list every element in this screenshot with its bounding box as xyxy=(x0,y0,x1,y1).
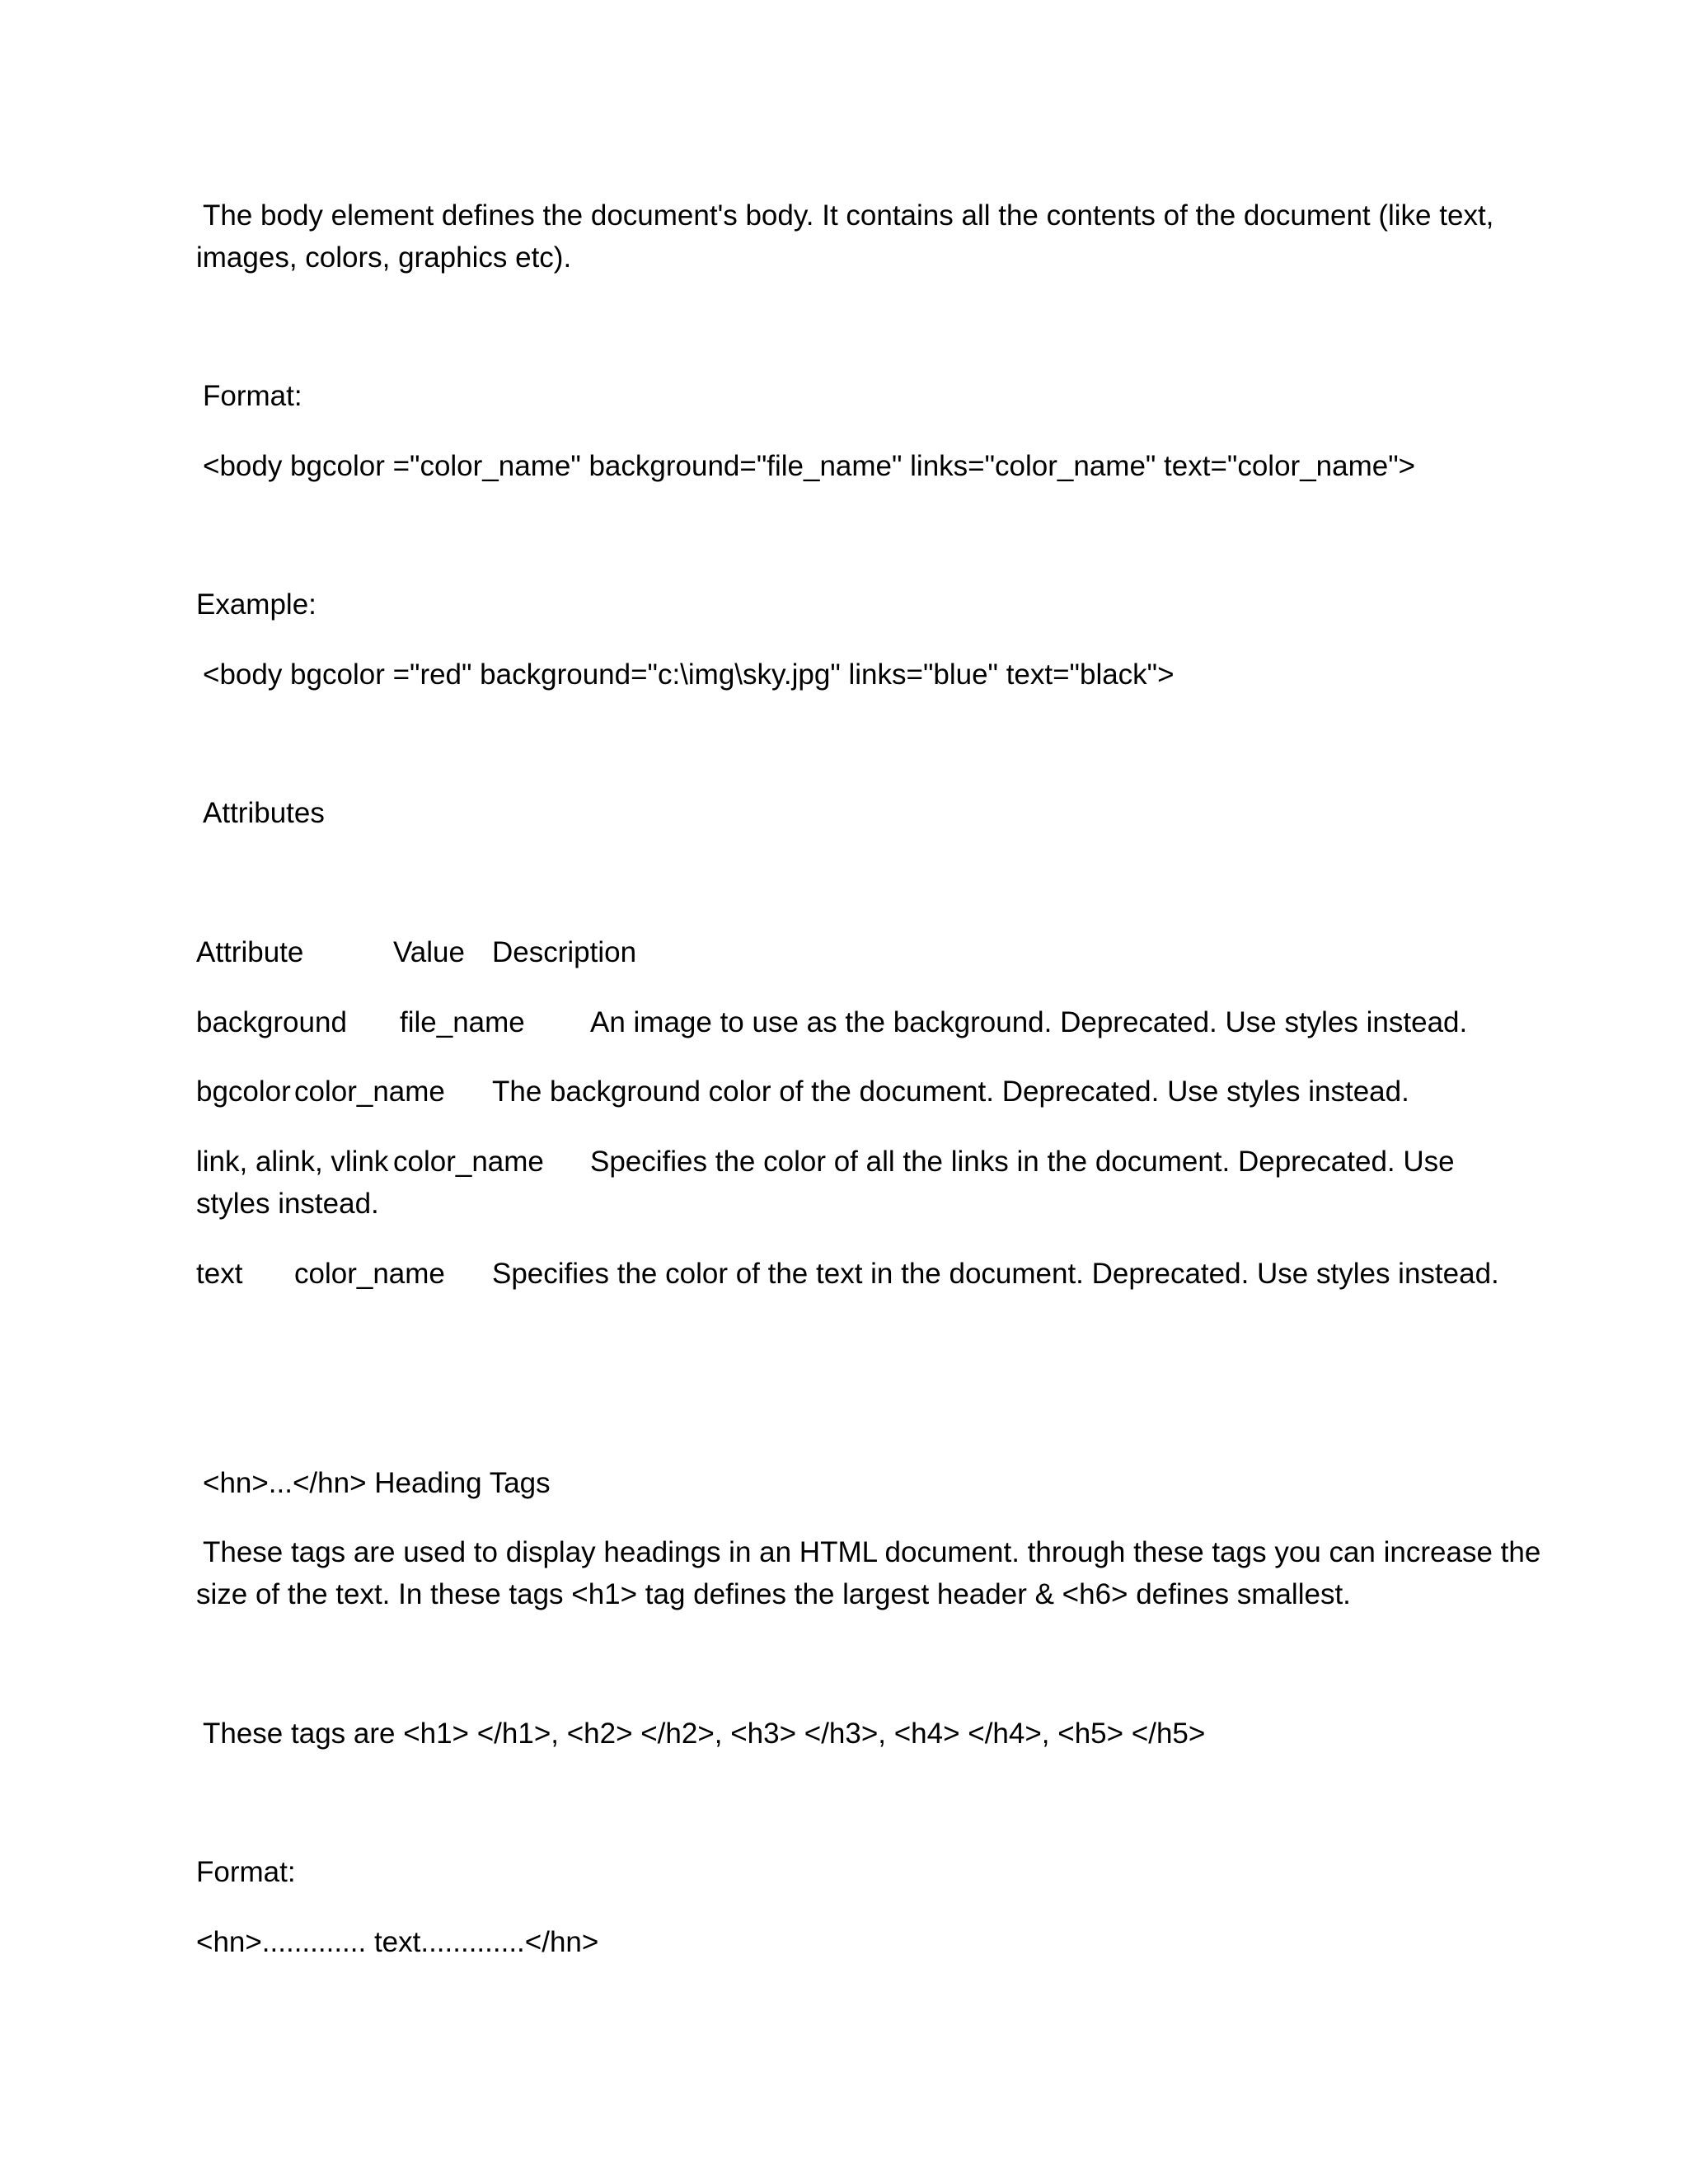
row-attribute: background xyxy=(196,1006,347,1038)
heading-tags-title: <hn>...</hn> Heading Tags xyxy=(203,1467,551,1499)
row-value: color_name xyxy=(294,1076,445,1108)
heading-format-code: <hn>............. text.............</hn> xyxy=(196,1926,599,1958)
row-description: Specifies the color of the text in the document. Deprecated. Use styles instead. xyxy=(492,1258,1499,1290)
heading-desc-line-2: size of the text. In these tags <h1> tag defines the largest header & <h6> defines smallest. xyxy=(196,1578,1351,1610)
heading-format-label: Format: xyxy=(196,1856,296,1888)
row-attribute: bgcolor xyxy=(196,1076,291,1108)
body-intro-line-2: images, colors, graphics etc). xyxy=(196,241,572,274)
row-description: An image to use as the background. Deprecated. Use styles instead. xyxy=(590,1006,1468,1038)
header-value: Value xyxy=(393,936,465,968)
body-format-label: Format: xyxy=(203,380,302,412)
body-example-label: Example: xyxy=(196,588,316,621)
body-format-code: <body bgcolor ="color_name" background="file_name" links="color_name" text="color_name"> xyxy=(203,450,1416,482)
header-attribute: Attribute xyxy=(196,936,304,968)
heading-desc-line-1: These tags are used to display headings in an HTML document. through these tags you can increase the xyxy=(203,1536,1541,1568)
row-value: color_name xyxy=(294,1258,445,1290)
row-attribute: link, alink, vlink xyxy=(196,1146,389,1178)
row-value: color_name xyxy=(393,1146,544,1178)
row-description: The background color of the document. Deprecated. Use styles instead. xyxy=(492,1076,1409,1108)
row-description: Specifies the color of all the links in the document. Deprecated. Use xyxy=(590,1146,1455,1178)
header-description: Description xyxy=(492,936,637,968)
row-attribute: text xyxy=(196,1258,243,1290)
heading-tags-list: These tags are <h1> </h1>, <h2> </h2>, <h3> </h3>, <h4> </h4>, <h5> </h5> xyxy=(203,1718,1206,1750)
body-intro-line-1: The body element defines the document's body. It contains all the contents of the document (like text, xyxy=(203,199,1494,232)
attributes-heading: Attributes xyxy=(203,797,325,829)
row-description-continued: styles instead. xyxy=(196,1188,379,1220)
body-example-code: <body bgcolor ="red" background="c:\img\sky.jpg" links="blue" text="black"> xyxy=(203,658,1175,691)
row-value: file_name xyxy=(400,1006,525,1038)
